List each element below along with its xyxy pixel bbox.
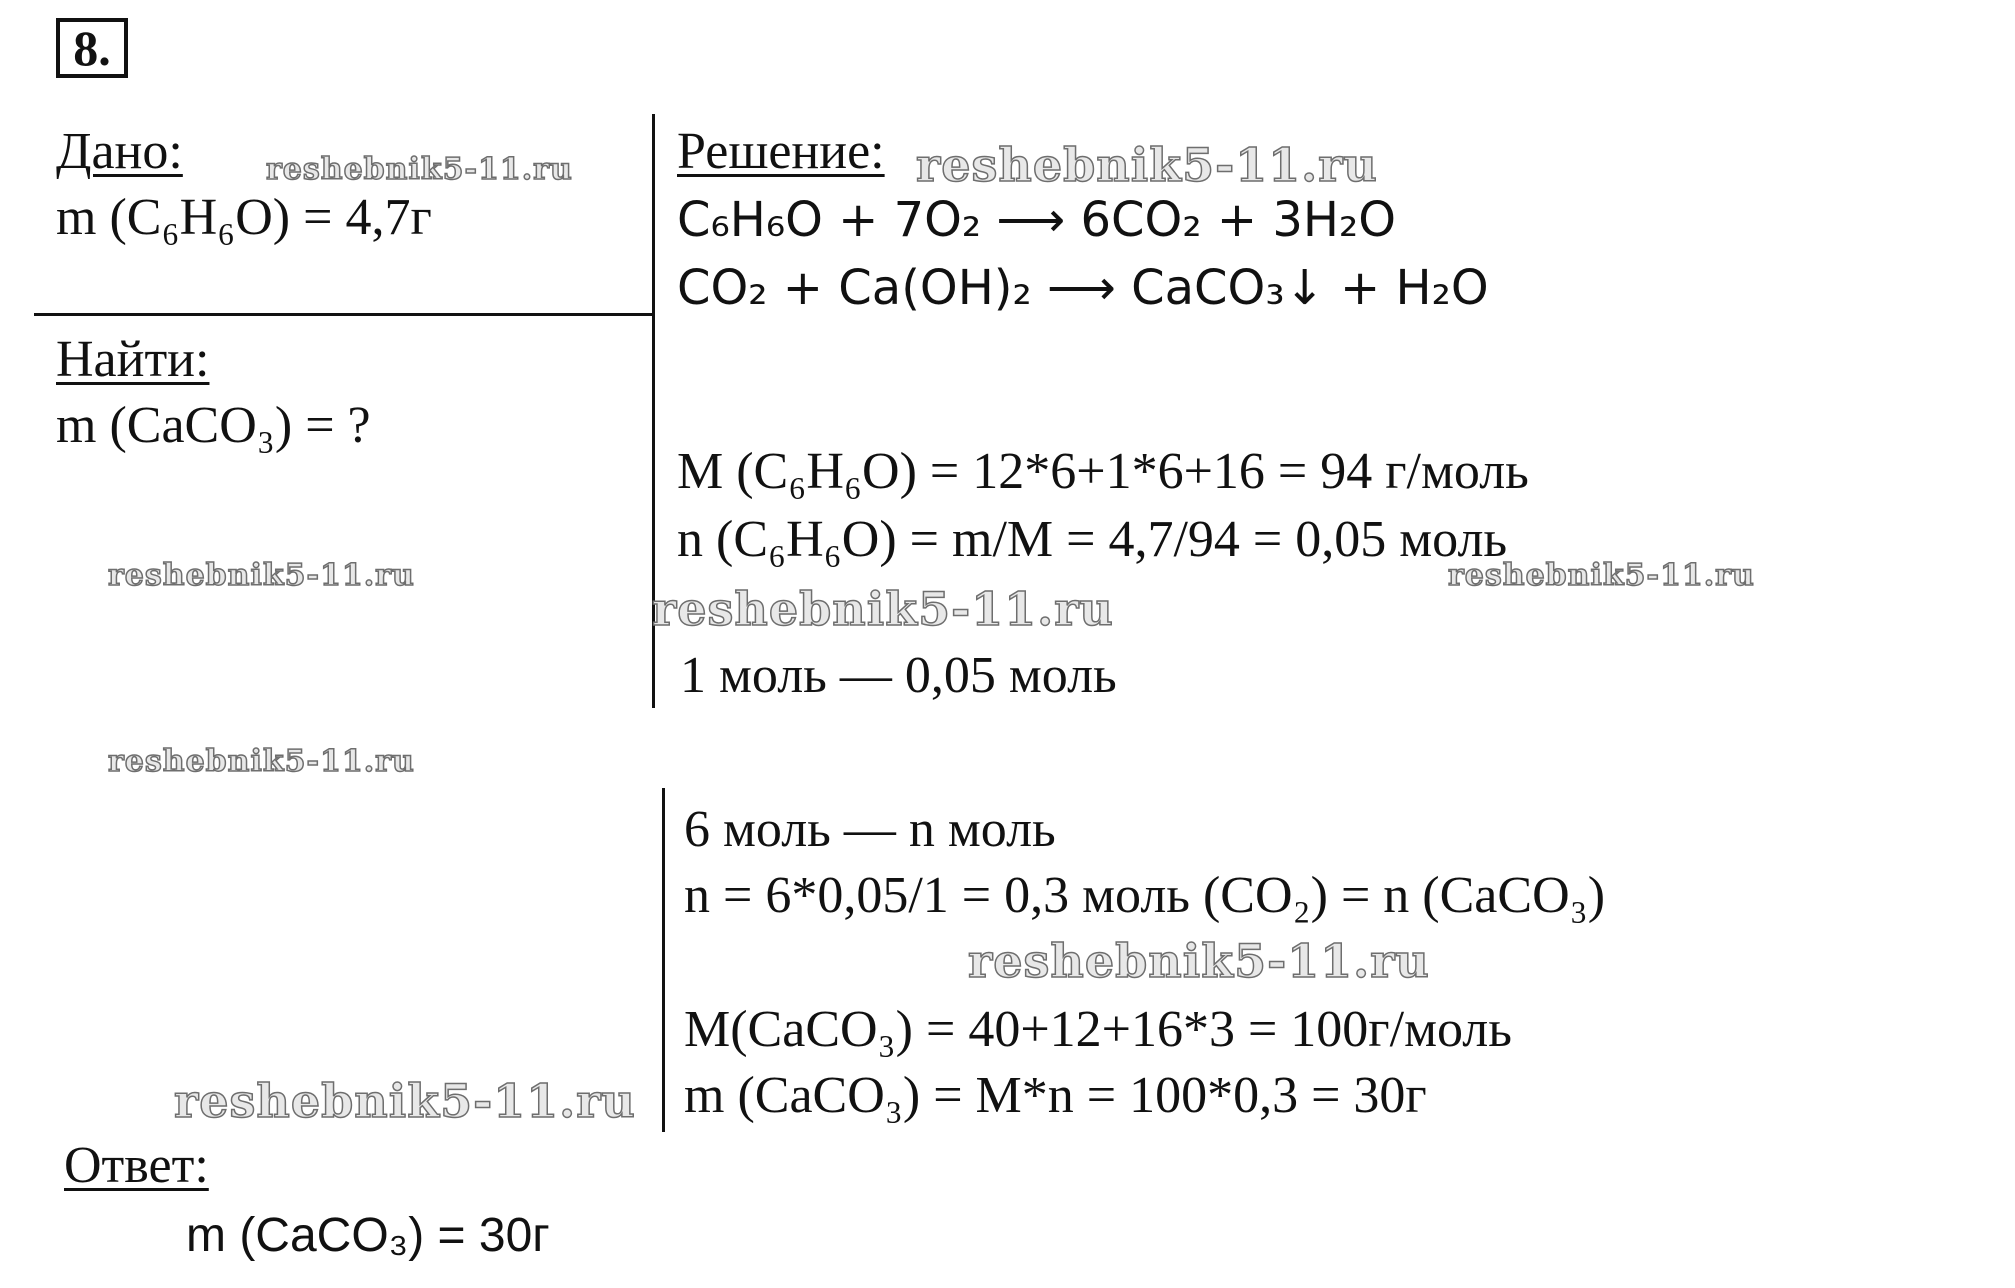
reaction-equation-1: C₆H₆O + 7O₂ ⟶ 6CO₂ + 3H₂O [677,192,1396,248]
watermark: reshebnik5-11.ru [916,138,1378,192]
watermark: reshebnik5-11.ru [1448,558,1755,593]
watermark: reshebnik5-11.ru [174,1074,636,1128]
watermark: reshebnik5-11.ru [652,582,1114,636]
horizontal-divider [34,313,655,316]
watermark: reshebnik5-11.ru [108,744,415,779]
mass-caco3-line: m (CaCO₃) = M*n = 100*0,3 = 30г [684,1067,1427,1124]
ratio-line-1: 1 моль — 0,05 моль [680,647,1117,704]
watermark: reshebnik5-11.ru [968,934,1430,988]
answer-heading: Ответ: [64,1137,209,1194]
solution-heading: Решение: [677,123,885,180]
molar-mass-caco3-line: M(CaCO₃) = 40+12+16*3 = 100г/моль [684,1001,1512,1058]
moles-line: n (C₆H₆O) = m/M = 4,7/94 = 0,05 моль [677,511,1508,568]
find-line: m (CaCO₃) = ? [56,397,371,454]
vertical-divider-bottom [662,788,665,1132]
watermark: reshebnik5-11.ru [266,152,573,187]
watermark: reshebnik5-11.ru [108,558,415,593]
problem-number-box: 8. [56,18,128,78]
ratio-line-2: 6 моль — n моль [684,801,1056,858]
molar-mass-line: M (C₆H₆O) = 12*6+1*6+16 = 94 г/моль [677,443,1529,500]
answer-line: m (CaCO₃) = 30г [186,1209,550,1262]
given-heading: Дано: [56,123,183,180]
n-calc-line: n = 6*0,05/1 = 0,3 моль (CO₂) = n (CaCO₃) [684,867,1606,924]
find-heading: Найти: [56,331,210,388]
reaction-equation-2: CO₂ + Ca(OH)₂ ⟶ CaCO₃↓ + H₂O [677,260,1489,316]
given-line: m (C₆H₆O) = 4,7г [56,189,432,246]
